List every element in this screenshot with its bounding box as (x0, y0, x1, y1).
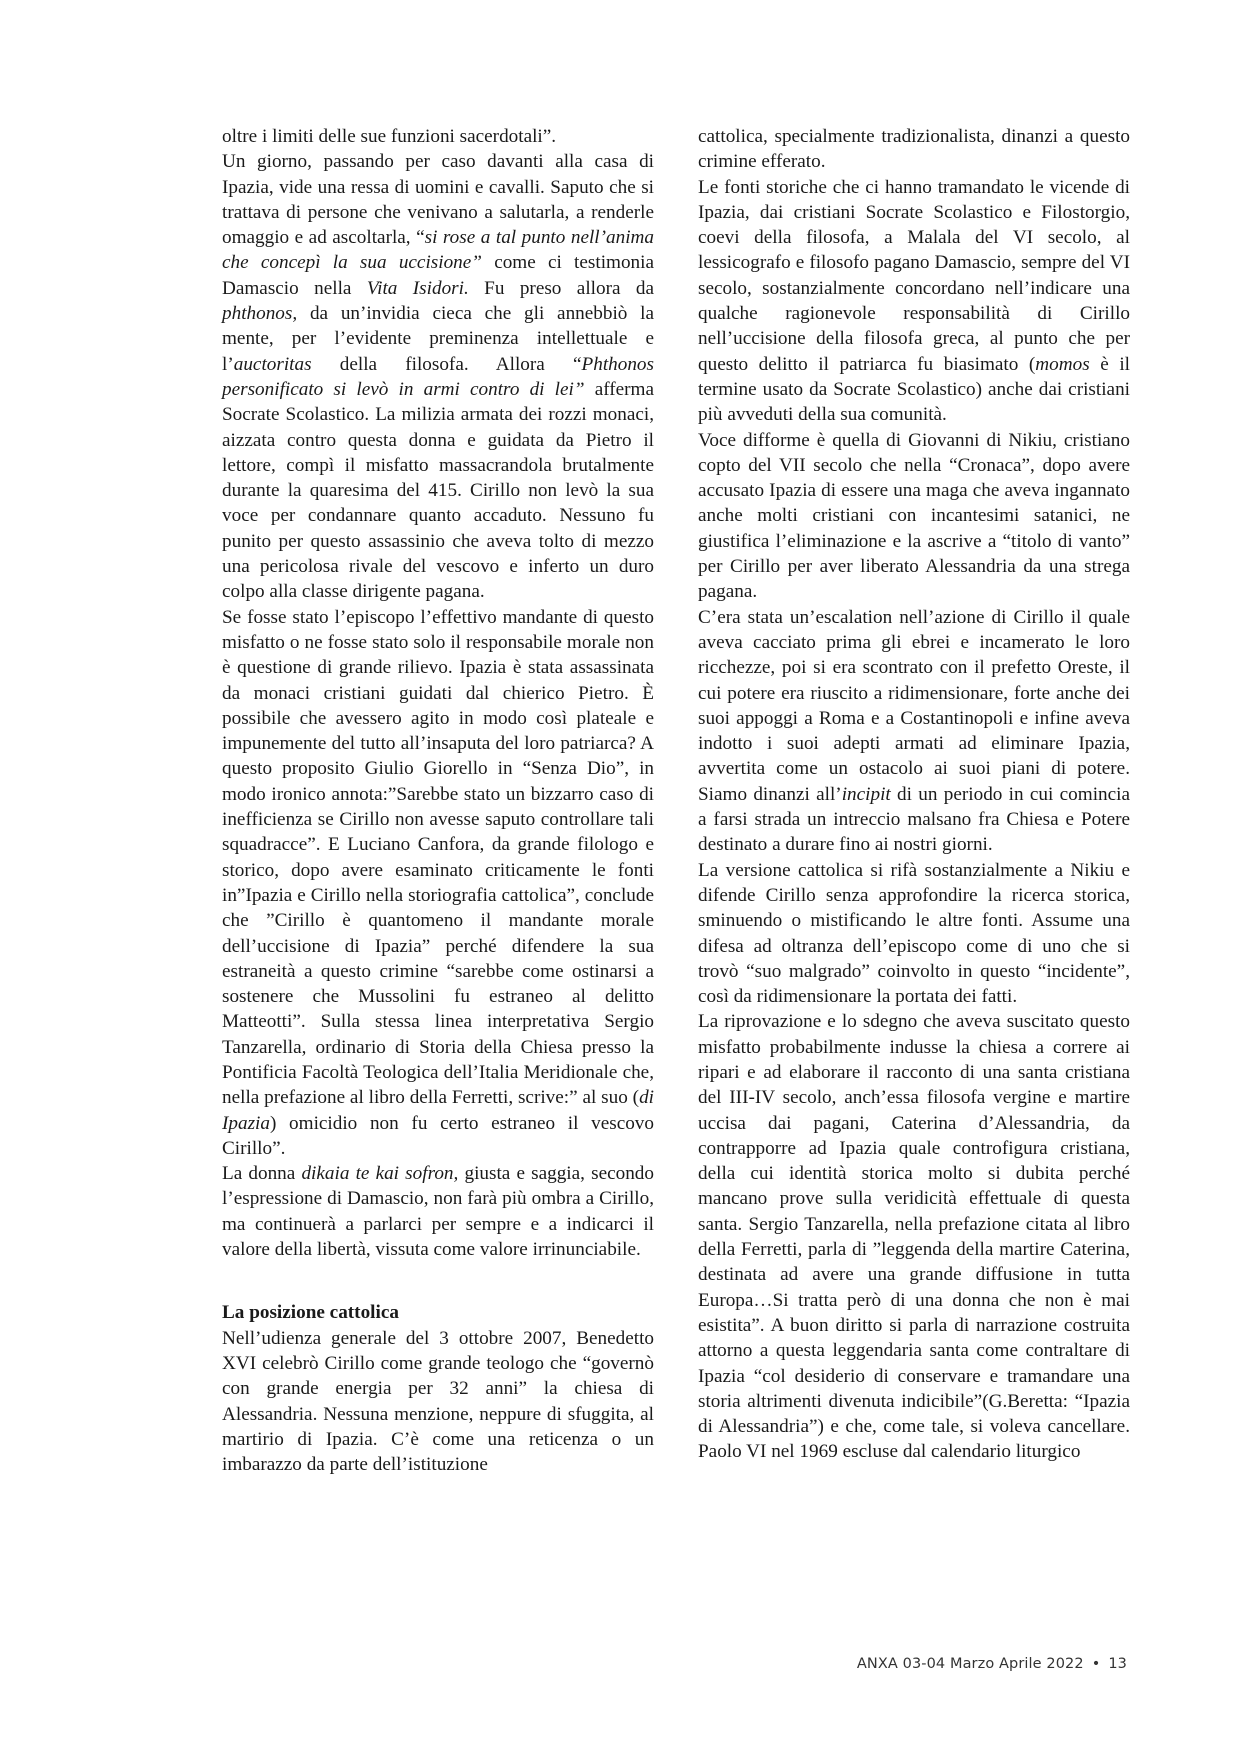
paragraph: Nell’udienza generale del 3 ottobre 2007, Benedetto XVI celebrò Cirillo come grande teologo che “governò con grande energia per 32 anni” la chiesa di Alessandria. Nessuna menzione, neppure di sfuggita, al martirio di Ipazia. C’è come una reticenza o un imbarazzo da parte dell’istituzione (222, 1327, 654, 1476)
right-column (698, 124, 1130, 1465)
paragraph: La versione cattolica si rifà sostanzialmente a Nikiu e difende Cirillo senza approfondire la ricerca storica, sminuendo o mistificando le altre fonti. Assume una difesa ad oltranza dell’episcopo come di uno che si trovò “suo malgrado” coinvolto in questo “incidente”, così da ridimensionare la portata dei fatti. (698, 859, 1130, 1008)
paragraph: La donna dikaia te kai sofron, giusta e saggia, secondo l’espressione di Damascio, non farà più ombra a Cirillo, ma continuerà a parlarci per sempre e a indicarci il valore della libertà, vissuta come valore irrinunciabile. (222, 1163, 654, 1261)
paragraph: Voce difforme è quella di Giovanni di Nikiu, cristiano copto del VII secolo che nella “Cronaca”, dopo avere accusato Ipazia di essere una maga che aveva ingannato anche molti cristiani con incantesimi satanici, ne giustifica l’eliminazione e la ascrive a “titolo di vanto” per Cirillo per aver liberato Alessandria da una strega pagana. (698, 429, 1130, 603)
left-column (222, 124, 654, 1477)
italic-text: momos (1035, 353, 1090, 375)
italic-text: phthonos, (222, 303, 298, 325)
paragraph: Se fosse stato l’episcopo l’effettivo mandante di questo misfatto o ne fosse stato solo il responsabile morale non è questione di grande rilievo. Ipazia è stata assassinata da monaci cristiani guidati dal chierico Pietro. È possibile che avessero agito in modo così plateale e impunemente del tutto all’insaputa del loro patriarca? A questo proposito Giulio Giorello in “Senza Dio”, in modo ironico annota:”Sarebbe stato un bizzarro caso di inefficienza se Cirillo non avesse saputo controllare tali squadracce”. E Luciano Canfora, da grande filologo e storico, dopo avere esaminato criticamente le fonti in”Ipazia e Cirillo nella storiografia cattolica”, conclude che ”Cirillo è quantomeno il mandante morale dell’uccisione di Ipazia” perché difendere la sua estraneità a questo crimine “sarebbe come ostinarsi a sostenere che Mussolini fu estraneo al delitto Matteotti”. Sulla stessa linea interpretativa Sergio Tanzarella, ordinario di Storia della Chiesa presso la Pontificia Facoltà Teologica dell’Italia Meridionale che, nella prefazione al libro della Ferretti, scrive:” al suo (di Ipazia) omicidio non fu certo estraneo il vescovo Cirillo”. (222, 606, 654, 1159)
paragraph: La riprovazione e lo sdegno che aveva suscitato questo misfatto probabilmente indusse la chiesa a correre ai ripari e ad elaborare il racconto di una santa cristiana del III-IV secolo, anch’essa filosofa vergine e martire uccisa dai pagani, Caterina d’Alessandria, da contrapporre ad Ipazia quale controfigura cristiana, della cui identità storica molto si dubita perché mancano prove sulla veridicità effettuale di questa santa. Sergio Tanzarella, nella prefazione citata al libro della Ferretti, parla di ”leggenda della martire Caterina, destinata ad avere una grande diffusione in tutta Europa…Si tratta però di una donna che non è mai esistita”. A buon diritto si parla di narrazione costruita attorno a questa leggendaria santa come contraltare di Ipazia “col desiderio di conservare e tramandare una storia altrimenti divenuta indicibile”(G.Beretta: “Ipazia di Alessandria”) e che, come tale, si voleva cancellare. Paolo VI nel 1969 escluse dal calendario liturgico (698, 1011, 1130, 1463)
italic-text: Vita Isidori. (366, 277, 469, 299)
italic-text: auctoritas (233, 353, 312, 375)
page-number: 13 (1108, 1656, 1127, 1672)
italic-text: Phthonos personificato si levò in armi contro di lei” (222, 353, 654, 400)
right-paragraphs (698, 124, 1130, 1465)
publication-label: ANXA 03-04 Marzo Aprile 2022 (856, 1656, 1084, 1672)
italic-text: di Ipazia (222, 1087, 654, 1134)
paragraph: Un giorno, passando per caso davanti alla casa di Ipazia, vide una ressa di uomini e cavalli. Saputo che si trattava di persone che venivano a salutarla, a renderle omaggio e ad ascoltarla, “si rose a tal punto nell’anima che concepì la sua uccisione” come ci testimonia Damascio nella Vita Isidori. Fu preso allora da phthonos, da un’invidia cieca che gli annebbiò la mente, per l’evidente preminenza intellettuale e l’auctoritas della filosofa. Allora “Phthonos personificato si levò in armi contro di lei” afferma Socrate Scolastico. La milizia armata dei rozzi monaci, aizzata contro questa donna e guidata da Pietro il lettore, compì il misfatto massacrandola brutalmente durante la quaresima del 415. Cirillo non levò la sua voce per condannare quanto accaduto. Nessuno fu punito per questo assassinio che aveva tolto di mezzo una pericolosa rivale del vescovo e inferto un duro colpo alla classe dirigente pagana. (222, 151, 654, 603)
left-after-heading (222, 1326, 654, 1478)
footer-separator: • (1091, 1656, 1101, 1672)
page-footer (857, 1656, 1127, 1672)
italic-text: si rose a tal punto nell’anima che concepì la sua uccisione” (222, 227, 654, 274)
paragraph: Le fonti storiche che ci hanno tramandato le vicende di Ipazia, dai cristiani Socrate Scolastico e Filostorgio, coevi della filosofa, a Malala del VI secolo, al lessicografo e filosofo pagano Damascio, sempre del VI secolo, sostanzialmente concordano nell’indicare una qualche ragionevole responsabilità di Cirillo nell’uccisione della filosofa greca, al punto che per questo delitto il patriarca fu biasimato (momos è il termine usato da Socrate Scolastico) anche dai cristiani più avveduti della sua comunità. (698, 176, 1130, 426)
left-paragraphs (222, 124, 654, 1262)
section-heading: La posizione cattolica (222, 1302, 399, 1324)
paragraph: C’era stata un’escalation nell’azione di Cirillo il quale aveva cacciato prima gli ebrei e incamerato le loro ricchezze, poi si era scontrato con il prefetto Oreste, il cui potere era riuscito a ridimensionare, forte anche dei suoi appoggi a Roma e a Costantinopoli e infine aveva indotto i suoi adepti armati ad eliminare Ipazia, avvertita come un ostacolo ai suoi piani di potere. Siamo dinanzi all’incipit di un periodo in cui comincia a farsi strada un intreccio malsano fra Chiesa e Potere destinato a durare fino ai nostri giorni. (698, 606, 1130, 856)
paragraph: oltre i limiti delle sue funzioni sacerdotali”. (222, 126, 557, 147)
italic-text: dikaia te kai sofron, (301, 1163, 459, 1185)
italic-text: incipit (841, 783, 891, 805)
paragraph: cattolica, specialmente tradizionalista, dinanzi a questo crimine efferato. (698, 126, 1130, 173)
